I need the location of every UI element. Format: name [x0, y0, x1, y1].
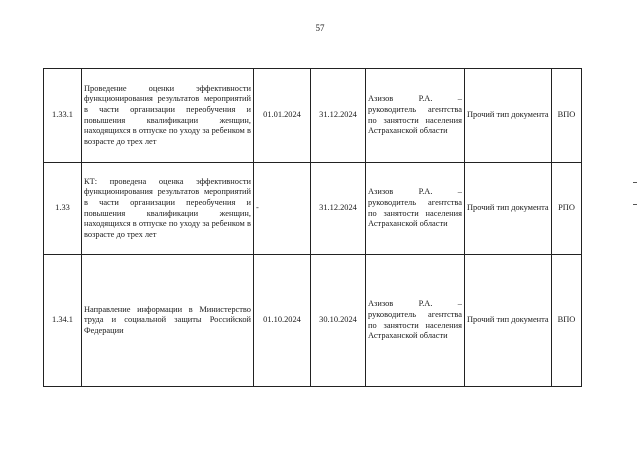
row-start-date: 01.01.2024: [254, 69, 311, 163]
row-responsible: Азизов Р.А. – руководитель агентства по занятости населения Астраханской области: [366, 255, 465, 387]
row-end-date: 30.10.2024: [311, 255, 366, 387]
row-level: ВПО: [552, 255, 582, 387]
row-responsible: Азизов Р.А. – руководитель агентства по занятости населения Астраханской области: [366, 69, 465, 163]
row-responsible: Азизов Р.А. – руководитель агентства по занятости населения Астраханской области: [366, 163, 465, 255]
row-document-type: Прочий тип документа: [465, 163, 552, 255]
row-description: КТ: проведена оценка эффективности функционирования результатов мероприятий в части организации переобучения и повышения квалификации женщин, находящихся в отпуске по уходу за ребенком в возрасте до трех лет: [82, 163, 254, 255]
plan-table: [43, 68, 582, 387]
row-level: РПО: [552, 163, 582, 255]
scan-margin-mark: [633, 182, 637, 183]
table-row: [44, 163, 582, 255]
row-end-date: 31.12.2024: [311, 163, 366, 255]
row-start-date: 01.10.2024: [254, 255, 311, 387]
row-document-type: Прочий тип документа: [465, 69, 552, 163]
page-number: 57: [315, 23, 325, 33]
row-number: 1.33.1: [44, 69, 82, 163]
row-document-type: Прочий тип документа: [465, 255, 552, 387]
row-level: ВПО: [552, 69, 582, 163]
row-number: 1.33: [44, 163, 82, 255]
table-row: [44, 255, 582, 387]
row-number: 1.34.1: [44, 255, 82, 387]
table-row: [44, 69, 582, 163]
scan-margin-mark: [633, 204, 637, 205]
row-description: Проведение оценки эффективности функционирования результатов мероприятий в части организации переобучения и повышения квалификации женщин, находящихся в отпуске по уходу за ребенком в возрасте до трех лет: [82, 69, 254, 163]
row-start-date: -: [254, 163, 311, 255]
row-description: Направление информации в Министерство труда и социальной защиты Российской Федерации: [82, 255, 254, 387]
row-end-date: 31.12.2024: [311, 69, 366, 163]
